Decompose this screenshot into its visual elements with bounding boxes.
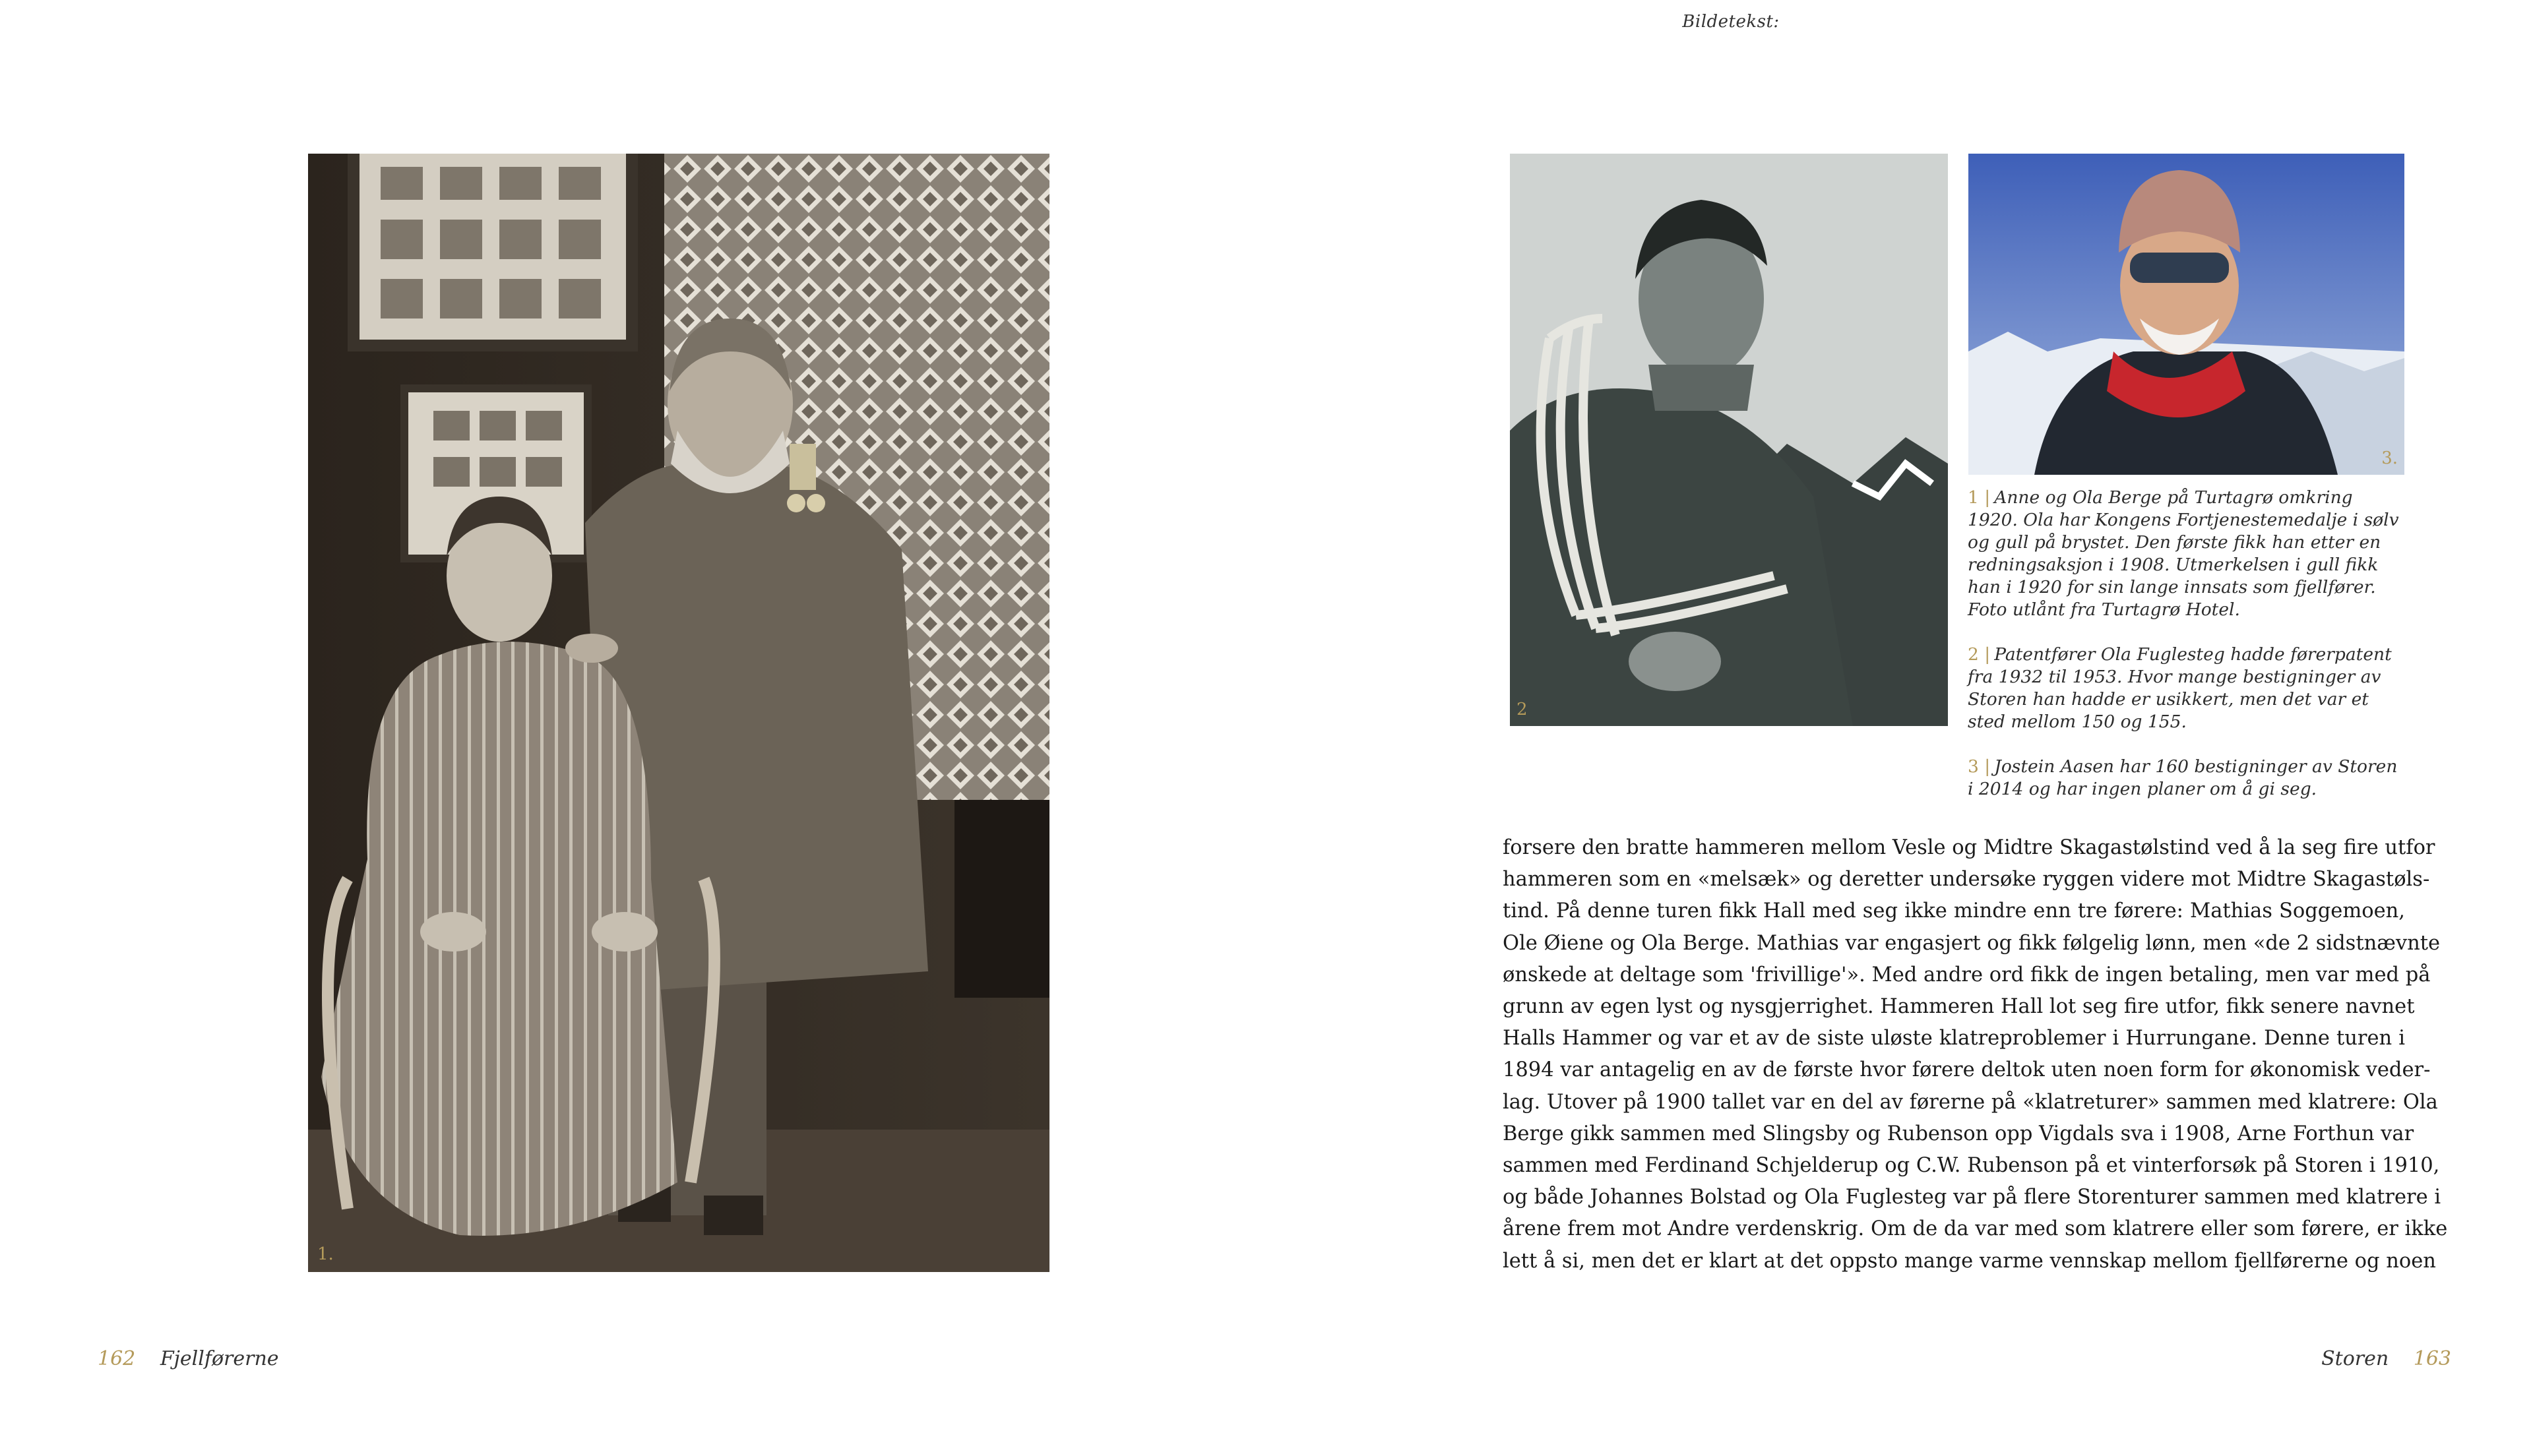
body-line: 1894 var antagelig en av de første hvor førere deltok uten noen form for økonomisk veder- xyxy=(1503,1058,2431,1082)
body-line: Ole Øiene og Ola Berge. Mathias var engasjert og fikk følgelig lønn, men «de 2 sidstnævnte xyxy=(1503,931,2441,955)
summit-climber-photo xyxy=(1968,154,2404,475)
body-line: lett å si, men det er klart at det oppsto mange varme vennskap mellom fjellførerne og noen xyxy=(1503,1249,2436,1273)
left-page-number: 162 xyxy=(98,1347,136,1370)
body-line: Halls Hammer og var et av de siste uløste klatreproblemer i Hurrungane. Denne turen i xyxy=(1503,1027,2405,1050)
body-line: ønskede at deltage som 'frivillige'». Med andre ord fikk de ingen betaling, men var med på xyxy=(1503,963,2431,986)
climber-with-rope-photo-bw xyxy=(1510,154,1948,726)
body-line: årene frem mot Andre verdenskrig. Om de da var med som klatrere eller som førere, er ikke xyxy=(1503,1217,2448,1241)
body-line: sammen med Ferdinand Schjelderup og C.W. Rubenson på et vinterforsøk på Storen i 1910, xyxy=(1503,1154,2440,1178)
body-line: og både Johannes Bolstad og Ola Fuglesteg var på flere Storenturer sammen med klatrere i xyxy=(1503,1186,2441,1209)
portrait-couple-photo-sepia xyxy=(308,154,1049,1272)
body-line: forsere den bratte hammeren mellom Vesle og Midtre Skagastølstind ved å la seg fire utfor xyxy=(1503,836,2435,859)
caption-3: 3 | Jostein Aasen har 160 bestigninger av Storen i 2014 og har ingen planer om å gi seg. xyxy=(1968,756,2398,799)
left-running-title: Fjellførerne xyxy=(160,1347,279,1370)
body-line: lag. Utover på 1900 tallet var en del av førerne på «klatreturer» sammen med klatrere: Ola xyxy=(1503,1090,2438,1114)
climber-summit-photo-color xyxy=(1968,154,2404,475)
body-line: grunn av egen lyst og nysgjerrighet. Hammeren Hall lot seg fire utfor, fikk senere navnet xyxy=(1503,995,2415,1019)
photo-number-2: 2 xyxy=(1517,700,1528,719)
photo-number-1: 1. xyxy=(317,1244,334,1264)
body-text xyxy=(1503,832,2448,1277)
photo-captions xyxy=(1968,487,2403,823)
right-page-number: 163 xyxy=(2413,1347,2451,1370)
climber-rope-photo xyxy=(1510,154,1948,726)
right-running-title: Storen xyxy=(2321,1347,2389,1370)
photo-number-3: 3. xyxy=(2381,448,2398,468)
right-folio xyxy=(2321,1347,2451,1370)
body-line: Berge gikk sammen med Slingsby og Rubenson opp Vigdals sva i 1908, Arne Forthun var xyxy=(1503,1122,2414,1145)
caption-1: 1 | Anne og Ola Berge på Turtagrø omkring 1920. Ola har Kongens Fortjenestemedalje i sølv og gull på brystet. Den første fikk han etter en redningsaksjon i 1908. Utmerkelsen i gull fikk han i 1920 for sin lange innsats som fjellfører. Foto utlånt fra Turtagrø Hotel. xyxy=(1968,487,2399,620)
caption-2: 2 | Patentfører Ola Fuglesteg hadde førerpatent fra 1932 til 1953. Hvor mange bestigninger av Storen han hadde er usikkert, men det var et sted mellom 150 og 155. xyxy=(1968,644,2392,732)
couple-portrait-photo xyxy=(308,154,1049,1272)
body-line: tind. På denne turen fikk Hall med seg ikke mindre enn tre førere: Mathias Soggemoen, xyxy=(1503,899,2405,923)
body-line: hammeren som en «melsæk» og deretter undersøke ryggen videre mot Midtre Skagastøls- xyxy=(1503,868,2430,892)
header-label: Bildetekst: xyxy=(1682,12,1780,32)
left-folio xyxy=(98,1347,279,1370)
